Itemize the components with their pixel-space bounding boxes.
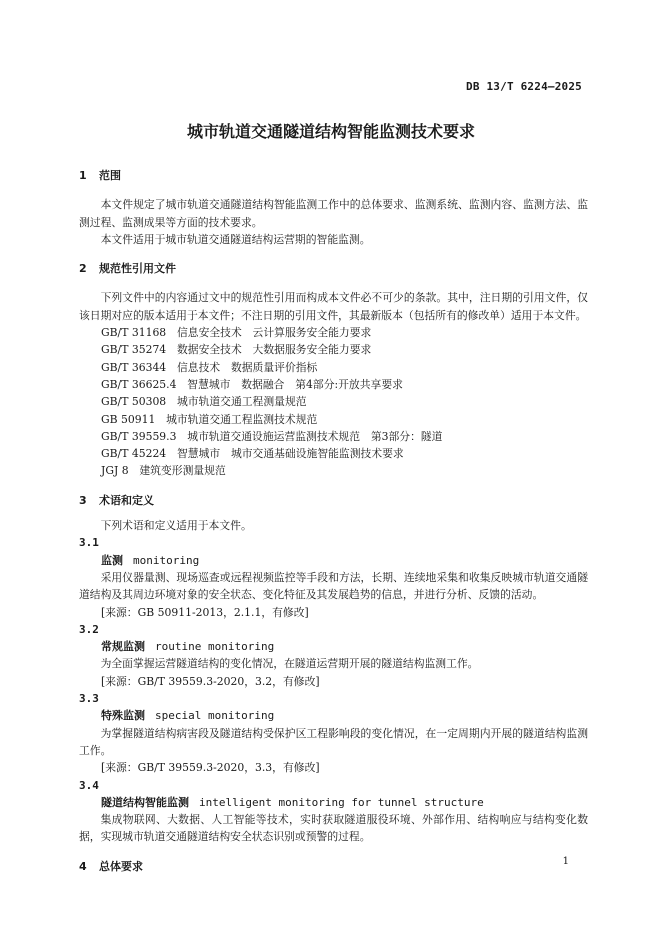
paragraph: 下列术语和定义适用于本文件。 <box>100 519 252 533</box>
term-source: [来源：GB/T 39559.3-2020，3.3，有修改] <box>101 761 320 775</box>
page-number: 1 <box>562 856 569 867</box>
document-code: DB 13/T 6224—2025 <box>466 80 582 93</box>
term-name: 隧道结构智能监测 intelligent monitoring for tunnel structure <box>101 795 484 809</box>
document-title: 城市轨道交通隧道结构智能监测技术要求 <box>186 122 475 141</box>
term-name: 常规监测 routine monitoring <box>101 640 275 654</box>
reference-item: GB/T 36344 信息技术 数据质量评价指标 <box>101 360 318 374</box>
reference-item: JGJ 8 建筑变形测量规范 <box>101 464 226 478</box>
term-definition: 采用仪器量测、现场巡查或远程视频监控等手段和方法，长期、连续地采集和收集反映城市轨道交通隧道结构及其周边环境对象的安全状态、变化特征及其发展趋势的信息，并进行分析、反馈的活动。 <box>79 570 588 602</box>
paragraph: 下列文件中的内容通过文中的规范性引用而构成本文件必不可少的条款。其中，注日期的引用文件，仅该日期对应的版本适用于本文件；不注日期的引用文件，其最新版本（包括所有的修改单）适用于本文件。 <box>79 291 588 322</box>
reference-item: GB/T 35274 数据安全技术 大数据服务安全能力要求 <box>101 343 372 357</box>
term-number: 3.4 <box>79 778 99 792</box>
reference-item: GB/T 39559.3 城市轨道交通设施运营监测技术规范 第3部分：隧道 <box>101 429 443 443</box>
section-heading-3: 3 术语和定义 <box>79 493 154 507</box>
term-number: 3.3 <box>79 692 99 706</box>
term-definition: 为全面掌握运营隧道结构的变化情况，在隧道运营期开展的隧道结构监测工作。 <box>100 657 479 671</box>
section-heading-2: 2 规范性引用文件 <box>79 262 176 276</box>
section-heading-1: 1 范围 <box>79 169 121 182</box>
reference-item: GB/T 31168 信息安全技术 云计算服务安全能力要求 <box>101 326 372 340</box>
reference-item: GB/T 50308 城市轨道交通工程测量规范 <box>101 395 307 409</box>
term-entry <box>79 534 588 620</box>
reference-item: GB 50911 城市轨道交通工程监测技术规范 <box>101 412 318 426</box>
term-definition: 集成物联网、大数据、人工智能等技术，实时获取隧道服役环境、外部作用、结构响应与结构变化数据，实现城市轨道交通隧道结构安全状态识别或预警的过程。 <box>79 813 588 844</box>
section-heading-4: 4 总体要求 <box>79 859 143 873</box>
reference-item: GB/T 36625.4 智慧城市 数据融合 第4部分:开放共享要求 <box>101 377 403 391</box>
reference-list <box>79 324 588 480</box>
term-number: 3.1 <box>79 536 99 550</box>
term-source: [来源：GB 50911-2013，2.1.1，有修改] <box>101 605 309 619</box>
term-name: 特殊监测 special monitoring <box>101 709 275 723</box>
document-body <box>79 167 588 875</box>
term-number: 3.2 <box>79 622 99 636</box>
paragraph: 本文件适用于城市轨道交通隧道结构运营期的智能监测。 <box>100 232 371 246</box>
reference-item: GB/T 45224 智慧城市 城市交通基础设施智能监测技术要求 <box>101 447 404 461</box>
paragraph: 本文件规定了城市轨道交通隧道结构智能监测工作中的总体要求、监测系统、监测内容、监测方法、监测过程、监测成果等方面的技术要求。 <box>79 198 588 229</box>
term-definition: 为掌握隧道结构病害段及隧道结构受保护区工程影响段的变化情况，在一定周期内开展的隧道结构监测工作。 <box>79 726 588 757</box>
term-entry <box>79 690 588 776</box>
term-name: 监测 monitoring <box>101 553 200 567</box>
term-entry <box>79 621 588 690</box>
term-source: [来源：GB/T 39559.3-2020，3.2，有修改] <box>101 674 320 688</box>
term-entry <box>79 777 588 846</box>
